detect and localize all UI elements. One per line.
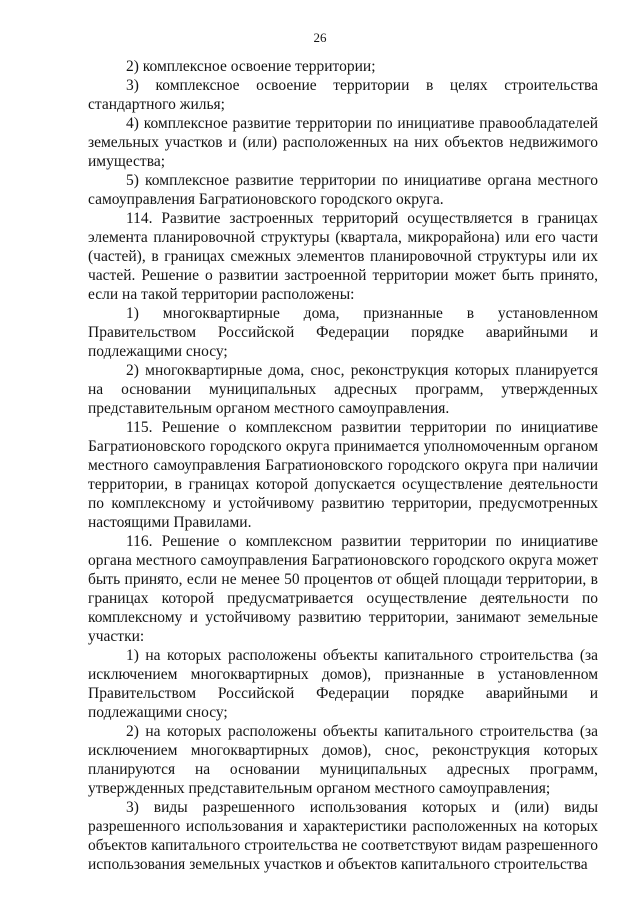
- paragraph: 115. Решение о комплексном развитии территории по инициативе Багратионовского городского округа принимается уполномоченным органом местного самоуправления Багратионовского городского округа при наличии территории, в границах которой допускается осуществление деятельности по комплексному и устойчивому развитию территории, предусмотренных настоящими Правилами.: [88, 419, 598, 531]
- paragraph: 2) на которых расположены объекты капитального строительства (за исключением многоквартирных домов), снос, реконструкция которых планируются на основании муниципальных адресных программ, утвержденных представительным органом местного самоуправления;: [88, 723, 598, 797]
- document-body: [88, 57, 598, 874]
- paragraph: 116. Решение о комплексном развитии территории по инициативе органа местного самоуправления Багратионовского городского округа может быть принято, если не менее 50 процентов от общей площади территории, в границах которой предусматривается осуществление деятельности по комплексному и устойчивому развитию территории, занимают земельные участки:: [88, 533, 598, 645]
- paragraph: 2) комплексное освоение территории;: [126, 58, 376, 75]
- paragraph: 4) комплексное развитие территории по инициативе правообладателей земельных участков и (или) расположенных на них объектов недвижимого имущества;: [88, 115, 598, 170]
- paragraph: 5) комплексное развитие территории по инициативе органа местного самоуправления Багратионовского городского округа.: [88, 172, 598, 208]
- page-number: 26: [313, 30, 327, 45]
- paragraph: 3) виды разрешенного использования которых и (или) виды разрешенного использования и характеристики расположенных на которых объектов капитального строительства не соответствуют видам разрешенного использования земельных участков и объектов капитального строительства: [88, 799, 598, 873]
- paragraph: 1) многоквартирные дома, признанные в установленном Правительством Российской Федерации порядке аварийными и подлежащими сносу;: [88, 305, 598, 360]
- paragraph: 1) на которых расположены объекты капитального строительства (за исключением многоквартирных домов), признанные в установленном Правительством Российской Федерации порядке аварийными и подлежащими сносу;: [88, 647, 598, 721]
- paragraph: 2) многоквартирные дома, снос, реконструкция которых планируется на основании муниципальных адресных программ, утвержденных представительным органом местного самоуправления.: [88, 362, 598, 417]
- paragraph: 114. Развитие застроенных территорий осуществляется в границах элемента планировочной структуры (квартала, микрорайона) или его части (частей), в границах смежных элементов планировочной структуры или их частей. Решение о развитии застроенной территории может быть принято, если на такой территории расположены:: [88, 210, 598, 303]
- paragraph: 3) комплексное освоение территории в целях строительства стандартного жилья;: [88, 77, 598, 113]
